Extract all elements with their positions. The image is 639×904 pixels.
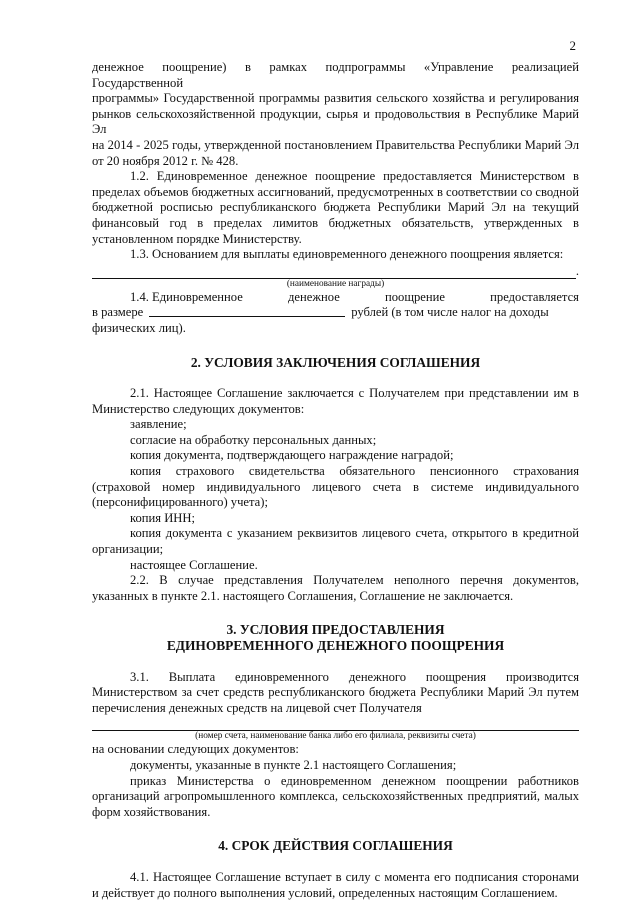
- basis-document-2: приказ Министерства о единовременном денежном поощрении работников организаций агропромышленного комплекса, сельскохозяйственных предприятий, малых форм хозяйствования.: [92, 773, 579, 819]
- intro-line: на 2014 - 2025 годы, утвержденной постановлением Правительства Республики Марий Эл: [92, 137, 579, 152]
- clause-1-4-line2: [92, 305, 579, 321]
- section-3-title-line1: 3. УСЛОВИЯ ПРЕДОСТАВЛЕНИЯ: [226, 622, 445, 638]
- award-line-end: .: [575, 263, 579, 278]
- intro-paragraph: [92, 60, 579, 169]
- account-blank-line: [92, 716, 579, 731]
- clause-2-2: 2.2. В случае представления Получателем неполного перечня документов, указанных в пункте 2.1. настоящего Соглашения, Соглашение не заключается.: [92, 573, 579, 603]
- clause-1-4-word: денежное: [288, 289, 340, 304]
- clause-1-4-word: предоставляется: [490, 289, 579, 304]
- section-2-title: 2. УСЛОВИЯ ЗАКЛЮЧЕНИЯ СОГЛАШЕНИЯ: [190, 354, 481, 370]
- document-item: копия документа, подтверждающего награждение наградой;: [130, 448, 454, 463]
- clause-1-4-word: поощрение: [384, 289, 445, 304]
- clause-3-1: 3.1. Выплата единовременного денежного поощрения производится Министерством за счет средств республиканского бюджета Республики Марий Эл путем перечисления денежных средств на лицевой счет Получателя: [92, 669, 579, 715]
- intro-line: рынков сельскохозяйственной продукции, сырья и продовольствия в Республике Марий Эл: [92, 106, 579, 137]
- document-item: согласие на обработку персональных данных;: [130, 432, 377, 447]
- basis-document-1: документы, указанные в пункте 2.1 настоящего Соглашения;: [130, 757, 457, 772]
- amount-blank-line: [149, 305, 345, 317]
- section-4-title: 4. СРОК ДЕЙСТВИЯ СОГЛАШЕНИЯ: [218, 838, 453, 854]
- clause-1-4-line3: физических лиц).: [92, 320, 186, 335]
- intro-line: денежное поощрение) в рамках подпрограммы «Управление реализацией Государственной: [92, 60, 579, 90]
- document-item-insurance: копия страхового свидетельства обязательного пенсионного страхования (страховой номер индивидуального лицевого счета в системе индивидуального (персонифицированного) учета);: [92, 464, 579, 510]
- page-number: 2: [569, 38, 576, 53]
- clause-2-1: 2.1. Настоящее Соглашение заключается с Получателем при представлении им в Министерство следующих документов:: [92, 386, 579, 416]
- award-line: [92, 263, 579, 279]
- intro-line: программы» Государственной программы развития сельского хозяйства и регулирования: [92, 91, 579, 106]
- clause-1-3: 1.3. Основанием для выплаты единовременного денежного поощрения является:: [130, 247, 564, 262]
- document-item-inn: копия ИНН;: [130, 510, 195, 525]
- award-blank-line: [92, 265, 576, 279]
- amount-suffix: рублей (в том числе налог на доходы: [351, 305, 549, 320]
- document-item: заявление;: [130, 417, 187, 432]
- clause-1-4-line1: [92, 290, 579, 306]
- basis-line: на основании следующих документов:: [92, 742, 299, 757]
- clause-4-1: 4.1. Настоящее Соглашение вступает в силу с момента его подписания сторонами и действует до полного выполнения условий, определенных настоящим Соглашением.: [92, 869, 579, 900]
- intro-line: от 20 ноября 2012 г. № 428.: [92, 153, 239, 168]
- clause-1-2: 1.2. Единовременное денежное поощрение предоставляется Министерством в пределах объемов бюджетных ассигнований, предусмотренных в соответствии со сводной бюджетной росписью республиканского бюджета Республики Марий Эл на текущий финансовый год в пределах лимитов бюджетных обязательств, утвержденных в установленном порядке Министерству.: [92, 169, 579, 246]
- document-item-agreement: настоящее Соглашение.: [130, 557, 258, 572]
- clause-1-4-word: 1.4. Единовременное: [130, 289, 243, 304]
- caption-account: (номер счета, наименование банка либо его филиала, реквизиты счета): [195, 731, 476, 742]
- caption-award: (наименование награды): [286, 278, 385, 289]
- document-body: [92, 60, 579, 901]
- amount-label: в размере: [92, 305, 144, 320]
- section-3-title-line2: ЕДИНОВРЕМЕННОГО ДЕНЕЖНОГО ПООЩРЕНИЯ: [166, 638, 505, 653]
- document-item-account: копия документа с указанием реквизитов лицевого счета, открытого в кредитной организации;: [92, 526, 579, 557]
